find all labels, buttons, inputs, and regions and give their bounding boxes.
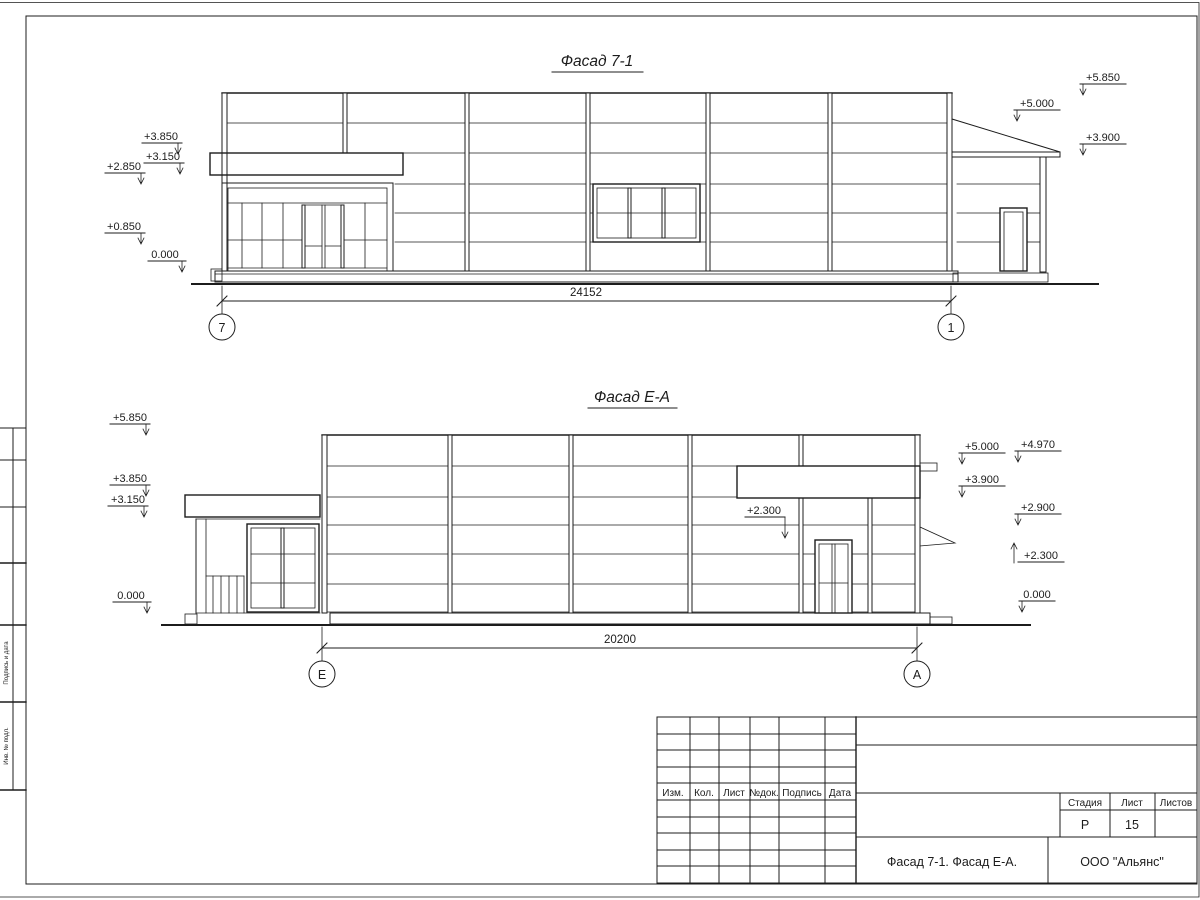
pilaster <box>448 435 452 613</box>
elevation-value: +2.300 <box>747 505 781 517</box>
elevation-mark <box>959 474 1005 497</box>
facade-7-1 <box>105 53 1126 340</box>
col-kol: Кол. <box>694 788 714 799</box>
title-block-right <box>856 745 1197 883</box>
col-ndok: №док. <box>749 788 779 799</box>
elevation-mark <box>105 161 145 184</box>
elevation-arrow <box>141 506 147 517</box>
roof-slope <box>952 119 1060 152</box>
elevation-arrow <box>138 173 144 184</box>
elevation-mark <box>1014 98 1060 121</box>
axis-label: 7 <box>218 321 226 335</box>
elevation-arrow <box>1080 144 1086 155</box>
pilaster <box>868 498 872 613</box>
dimension-value: 20200 <box>604 634 636 646</box>
axis-label: 1 <box>947 321 955 335</box>
elevation-value: +3.150 <box>111 494 145 506</box>
pilaster <box>343 93 347 153</box>
elevation-value: +3.150 <box>146 151 180 163</box>
wing-canopy <box>185 495 320 517</box>
elevation-value: 0.000 <box>151 249 179 261</box>
wing-step <box>185 614 197 624</box>
revision-table <box>657 717 856 883</box>
stage-value: Р <box>1080 818 1090 832</box>
wall-edge <box>222 93 227 271</box>
sheet-value: 15 <box>1125 818 1139 832</box>
facade-e-a-dimension <box>309 627 930 687</box>
door-frame <box>815 540 852 613</box>
elevation-mark <box>105 221 145 244</box>
wing-plinth <box>953 273 1048 282</box>
elevation-mark <box>1080 132 1126 155</box>
pilaster <box>799 498 803 613</box>
facade-e-a-wing <box>185 495 320 624</box>
elevation-value: 0.000 <box>117 590 145 602</box>
facade-e-a-building <box>162 435 1030 625</box>
plinth-step <box>930 617 952 624</box>
elevation-arrow <box>177 163 183 174</box>
elevation-arrow <box>138 233 144 244</box>
stage-label: Стадия <box>1067 798 1103 809</box>
elevation-arrow <box>179 261 185 272</box>
elevation-mark <box>110 412 150 435</box>
elevation-value: +0.850 <box>107 221 141 233</box>
facade-e-a-door <box>815 540 852 613</box>
elevation-mark <box>1019 589 1055 612</box>
elevation-mark <box>1015 439 1061 462</box>
doc-title: Фасад 7-1. Фасад Е-А. <box>886 855 1018 869</box>
elevation-arrow <box>144 602 150 613</box>
facade-e-a-title: Фасад Е-А <box>593 389 671 406</box>
sign-band <box>737 466 920 498</box>
elevation-value: +2.900 <box>1021 502 1055 514</box>
elevation-value: +2.850 <box>107 161 141 173</box>
sheet-label: Лист <box>1121 798 1143 809</box>
elevation-value: +5.000 <box>965 441 999 453</box>
elevation-arrow <box>1015 451 1021 462</box>
elevation-arrow <box>143 424 149 435</box>
wall-edge <box>915 435 920 613</box>
elevation-mark <box>1080 72 1126 95</box>
col-data: Дата <box>828 788 852 799</box>
plinth <box>215 271 958 282</box>
elevation-value: 0.000 <box>1023 589 1051 601</box>
elevation-arrow <box>1019 601 1025 612</box>
elevation-arrow <box>1080 84 1086 95</box>
entrance-frame <box>222 183 393 271</box>
facade-7-1-wing <box>952 119 1060 282</box>
pilaster <box>465 93 469 271</box>
elevation-mark <box>148 249 186 272</box>
outer-border <box>0 3 1199 898</box>
title-block <box>657 717 1197 883</box>
sign-band-stub <box>920 463 937 471</box>
door-jamb <box>302 205 305 268</box>
pilaster <box>828 93 832 271</box>
elevation-arrow <box>782 517 788 538</box>
corner-post <box>1040 157 1046 272</box>
wall-edge <box>322 435 327 613</box>
door-jamb <box>341 205 344 268</box>
col-izm: Изм. <box>662 788 684 799</box>
pilaster <box>586 93 590 271</box>
elevation-value: +5.850 <box>113 412 147 424</box>
facade-7-1-entrance <box>210 153 403 281</box>
facade-7-1-title: Фасад 7-1 <box>560 53 634 70</box>
elevation-value: +3.900 <box>965 474 999 486</box>
facade-7-1-elevations-right <box>1014 72 1126 155</box>
facade-7-1-window <box>593 184 700 242</box>
facade-7-1-elevations-left <box>105 131 186 272</box>
roof-fascia <box>952 152 1060 157</box>
elevation-value: +3.900 <box>1086 132 1120 144</box>
sheet-frame <box>0 3 1199 898</box>
pilaster <box>569 435 573 613</box>
pilaster <box>799 435 803 466</box>
elevation-mark <box>1011 543 1064 563</box>
facade-e-a-window <box>247 524 319 612</box>
elevation-mark <box>144 151 184 174</box>
elevation-value: +4.970 <box>1021 439 1055 451</box>
stamp-label-signature-date: Подпись и дата <box>4 641 10 685</box>
elevation-mark <box>959 441 1005 464</box>
facade-e-a <box>108 389 1064 687</box>
axis-label: А <box>912 668 922 682</box>
facade-e-a-elevations-left <box>108 412 151 613</box>
side-canopy <box>920 527 955 546</box>
elevation-arrow-up <box>1011 543 1017 563</box>
plinth <box>330 613 930 624</box>
elevation-mark <box>1015 502 1061 525</box>
elevation-value: +5.000 <box>1020 98 1054 110</box>
pilaster <box>688 435 692 613</box>
facade-e-a-elevations-right <box>959 439 1064 612</box>
elevation-mark <box>113 590 151 613</box>
axis-label: Е <box>317 668 327 682</box>
entrance-canopy <box>210 153 403 175</box>
organization-name: ООО "Альянс" <box>1080 855 1164 869</box>
elevation-arrow <box>959 453 965 464</box>
stamp-label-inventory: Инв. № подл. <box>4 727 10 765</box>
facade-7-1-dimension <box>209 286 964 340</box>
elevation-mark <box>110 473 150 496</box>
col-podpis: Подпись <box>782 788 822 799</box>
elevation-value: +3.850 <box>113 473 147 485</box>
wall-edge <box>947 93 952 271</box>
facade-e-a-wall-note <box>745 505 788 538</box>
sheets-label: Листов <box>1159 798 1193 809</box>
elevation-arrow <box>959 486 965 497</box>
elevation-arrow <box>1014 110 1020 121</box>
left-stamp <box>0 428 26 790</box>
elevation-mark <box>108 494 148 517</box>
elevation-value: +3.850 <box>144 131 178 143</box>
dimension-value: 24152 <box>570 287 602 299</box>
elevation-arrow <box>1015 514 1021 525</box>
pilaster <box>706 93 710 271</box>
col-list: Лист <box>723 788 745 799</box>
elevation-value: +5.850 <box>1086 72 1120 84</box>
elevation-value: +2.300 <box>1024 550 1058 562</box>
